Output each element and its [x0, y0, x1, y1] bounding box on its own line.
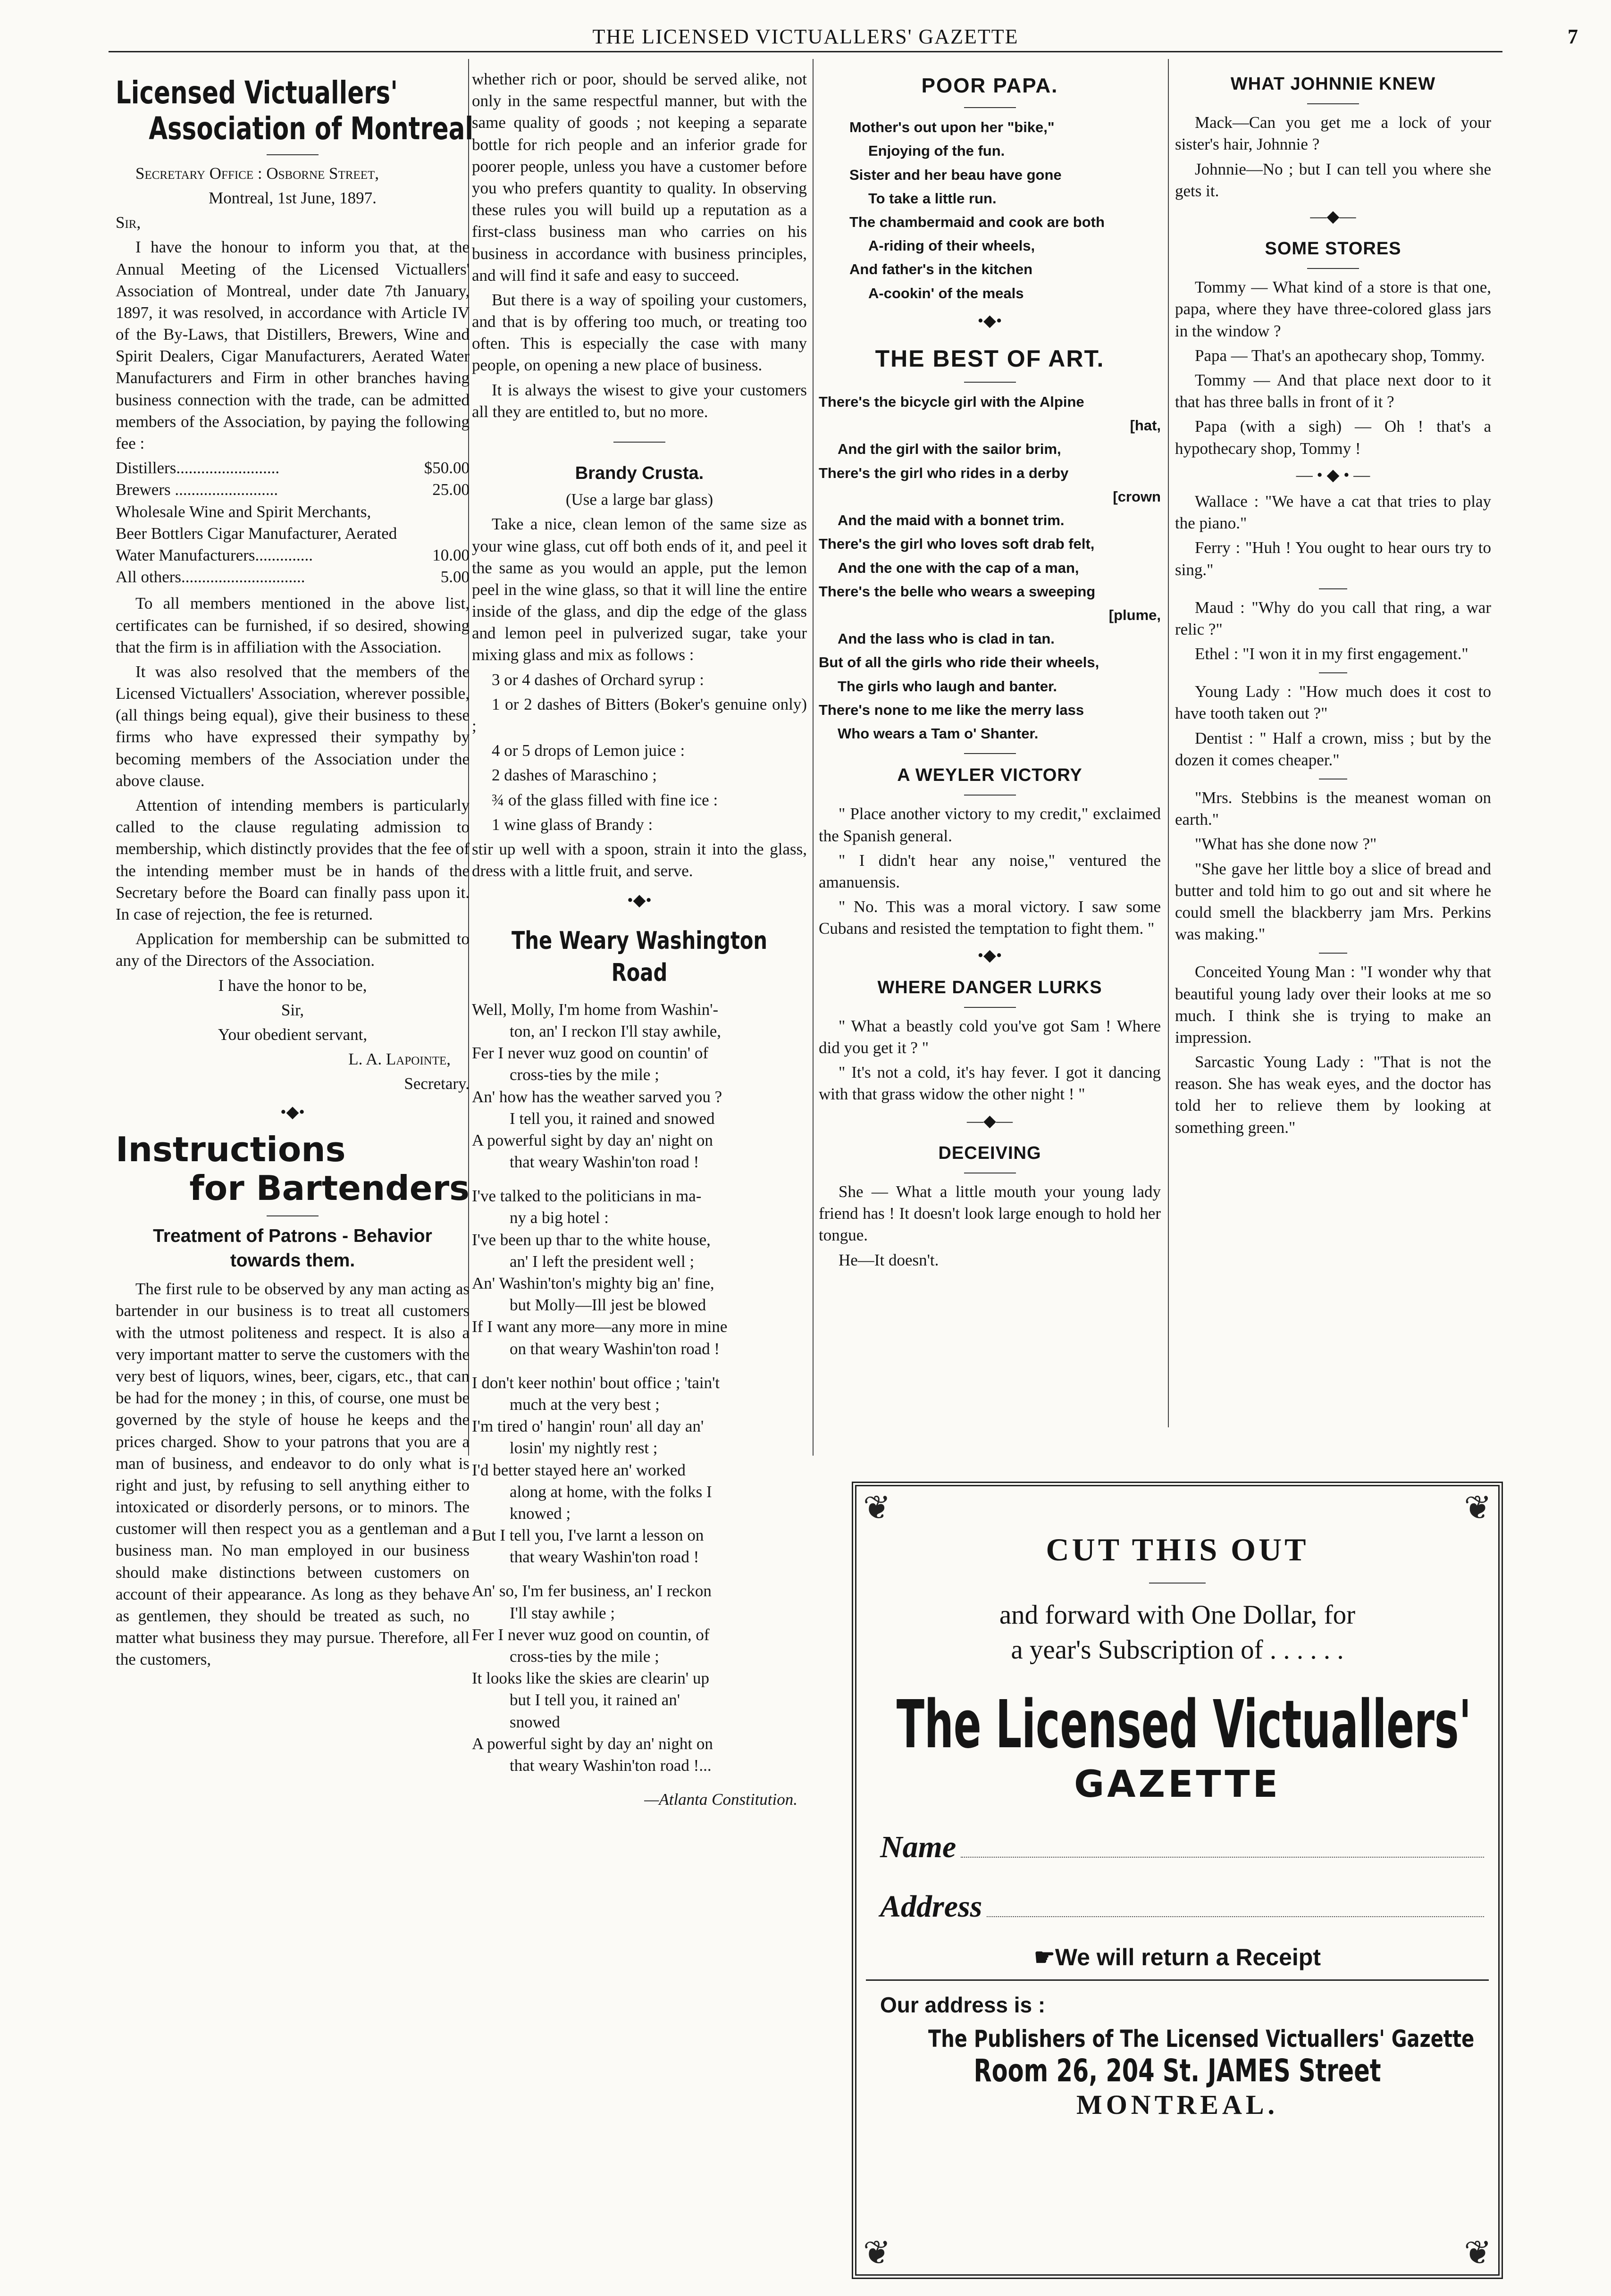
ornament-icon: •◆•	[977, 946, 1002, 964]
letter-paragraph: Application for membership can be submitted to any of the Directors of the Association.	[116, 930, 470, 970]
stores-paragraph: Tommy — What kind of a store is that one, papa, where they have three-colored glass jars in the window ?	[1175, 278, 1491, 340]
closing-line: Your obedient servant,	[218, 1025, 368, 1044]
poem-line: I've talked to the politicians in ma-	[472, 1187, 702, 1206]
poem-line: A powerful sight by day an' night on	[472, 1131, 713, 1149]
separator	[1307, 103, 1359, 104]
poem-line: Sister and her beau have gone	[849, 166, 1062, 183]
poem-line: An' Washin'ton's mighty big an' fine,	[472, 1274, 714, 1293]
poem-line: I don't keer nothin' bout office ; 'tain't	[472, 1373, 720, 1392]
weyler-paragraph: " No. This was a moral victory. I saw some Cubans and resisted the temptation to fight them. "	[819, 897, 1161, 938]
poem-line: But I tell you, I've larnt a lesson on	[472, 1526, 704, 1545]
separator	[1319, 672, 1347, 673]
ornament-corner-icon: ❦	[863, 2235, 891, 2271]
poem-line: An' how has the weather sarved you ?	[472, 1087, 722, 1106]
ornament-icon: — • ◆ • —	[1296, 465, 1370, 484]
poem-line: Well, Molly, I'm home from Washin'-	[472, 1000, 719, 1019]
gazette-word: GAZETTE	[1074, 1763, 1281, 1806]
column-4	[1175, 68, 1491, 1141]
letter-paragraph: It was also resolved that the members of the Licensed Victuallers' Association, wherever possible, (all things being equal), give their business to these firms who have expressed their sympathy by becoming members of the Association under the above clause.	[116, 662, 470, 790]
ad-text: a year's Subscription of . . . . . .	[1011, 1635, 1344, 1665]
poem-line: that weary Washin'ton road !	[510, 1548, 699, 1567]
poem-line: on that weary Washin'ton road !	[510, 1339, 720, 1358]
signature-title: Secretary.	[404, 1074, 470, 1093]
poem-line: that weary Washin'ton road !...	[510, 1756, 712, 1775]
fee-row	[116, 501, 470, 567]
header-rule	[109, 51, 1502, 52]
instructions-paragraph: It is always the wisest to give your customers all they are entitled to, but no more.	[472, 380, 807, 421]
page-header	[0, 0, 1611, 57]
poem-line: And the girl with the sailor brim,	[838, 441, 1061, 458]
column-3	[819, 68, 1161, 1274]
poem-line: cross-ties by the mile ;	[510, 1065, 659, 1084]
weyler-paragraph: " Place another victory to my credit," exclaimed the Spanish general.	[819, 804, 1161, 845]
closing-line: Sir,	[281, 1000, 304, 1019]
separator	[267, 154, 319, 155]
column-divider	[1168, 59, 1169, 1427]
poem-line: [hat,	[1130, 417, 1161, 434]
ornament-icon: —◆—	[1310, 207, 1356, 226]
poem-line: And the one with the cap of a man,	[838, 559, 1079, 576]
danger-paragraph: " It's not a cold, it's hay fever. I got it dancing with that grass widow the other night ! "	[819, 1063, 1161, 1104]
fee-amount: 10.00	[432, 545, 470, 564]
ornament-icon: •◆•	[627, 891, 652, 910]
poem-line: Who wears a Tam o' Shanter.	[838, 725, 1039, 742]
poem-credit: —Atlanta Constitution.	[644, 1790, 797, 1809]
johnnie-title: WHAT JOHNNIE KNEW	[1230, 74, 1436, 94]
separator	[1307, 268, 1359, 269]
danger-title: WHERE DANGER LURKS	[877, 977, 1102, 997]
poem-line: I've been up thar to the white house,	[472, 1230, 711, 1249]
recipe-line: 3 or 4 dashes of Orchard syrup :	[492, 670, 705, 689]
joke-paragraph: Ferry : "Huh ! You ought to hear ours try to sing."	[1175, 538, 1491, 579]
joke-paragraph: Dentist : " Half a crown, miss ; but by the dozen it comes cheaper."	[1175, 729, 1491, 769]
fee-label: All others..............................	[116, 568, 305, 587]
poem-line: snowed	[510, 1712, 560, 1731]
deceiving-title: DECEIVING	[938, 1143, 1041, 1163]
signature: L. A. Lapointe,	[348, 1050, 451, 1069]
road-title: The Weary Washington Road	[511, 926, 768, 988]
poor-papa-title: POOR PAPA.	[921, 74, 1058, 97]
poem-line: I'd better stayed here an' worked	[472, 1460, 686, 1479]
separator	[267, 1215, 319, 1216]
separator	[964, 1007, 1016, 1008]
brandy-paragraph: stir up well with a spoon, strain it into the glass, dress with a little fruit, and serve.	[472, 839, 807, 880]
publisher-line: The Publishers of The Licensed Victuallers' Gazette	[928, 2025, 1475, 2053]
instructions-paragraph: The first rule to be observed by any man acting as bartender in our business is to treat all customers with the utmost politeness and respect. It is also a very important matter to serve the customers with the very best of liquors, wines, beer, cigars, etc., that can be had for the money ; in this, of course, one must be governed by the style of house he keeps and the prices charged. Show to your patrons that you are a man of business, and endeavor to do only what is right and just, by refusing to sell anything either to intoxicated or disorderly persons, or to minors. The customer will then respect you as a gentleman and a business man. No man employed in our business should make distinctions between customers on account of their appearance. As long as they behave as gentlemen, they should be treated as such, no matter what business they may pursue. Therefore, all the customers,	[116, 1280, 470, 1669]
brandy-paragraph: Take a nice, clean lemon of the same size as your wine glass, cut off both ends of it, and peel it the same as you would an apple, put the lemon peel in the wine glass, so that it will line the entire inside of the glass, and dip the edge of the glass and lemon peel in pulverized sugar, take your mixing glass and mix as follows :	[472, 515, 807, 664]
association-masthead	[116, 75, 474, 147]
best-of-art-title: THE BEST OF ART.	[875, 345, 1105, 372]
poem-line: an' I left the president well ;	[510, 1252, 695, 1271]
receipt-note: ☛We will return a Receipt	[866, 1944, 1489, 1981]
poem-line: [plume,	[1108, 606, 1161, 623]
joke-paragraph: "What has she done now ?"	[1195, 835, 1377, 854]
fee-amount: 25.00	[432, 480, 470, 499]
poem-line: It looks like the skies are clearin' up	[472, 1669, 709, 1688]
fee-amount: $50.00	[424, 459, 470, 478]
fee-row	[116, 457, 470, 479]
johnnie-paragraph: Johnnie—No ; but I can tell you where she gets it.	[1175, 159, 1491, 200]
weyler-title: A WEYLER VICTORY	[897, 765, 1082, 786]
ornament-icon: —◆—	[967, 1111, 1013, 1130]
address-label: Address	[880, 1889, 982, 1924]
address-line[interactable]	[987, 1889, 1484, 1917]
city-name: MONTREAL.	[1076, 2089, 1279, 2120]
joke-paragraph: Young Lady : "How much does it cost to have tooth taken out ?"	[1175, 682, 1491, 723]
poem-line: And the maid with a bonnet trim.	[838, 512, 1065, 529]
separator	[964, 795, 1016, 796]
poem-verse	[472, 1372, 807, 1568]
poem-line: Mother's out upon her "bike,"	[849, 119, 1055, 136]
joke-paragraph: Maud : "Why do you call that ring, a war relic ?"	[1175, 598, 1491, 638]
poem-line: but Molly—Ill jest be blowed	[510, 1296, 706, 1315]
our-address-label: Our address is :	[880, 1993, 1046, 2018]
poem-line: ny a big hotel :	[510, 1208, 609, 1227]
poem-line: There's none to me like the merry lass	[819, 701, 1084, 718]
separator	[1149, 1583, 1206, 1584]
poem-line: knowed ;	[510, 1504, 571, 1523]
stores-paragraph: Papa — That's an apothecary shop, Tommy.	[1195, 346, 1485, 365]
instructions-title-line: for Bartenders	[189, 1168, 470, 1208]
poem-verse	[472, 1185, 807, 1360]
poem-line: I'll stay awhile ;	[510, 1603, 615, 1622]
poem-line: A powerful sight by day an' night on	[472, 1734, 713, 1753]
poem-line: much at the very best ;	[510, 1395, 660, 1414]
poem-line: There's the bicycle girl with the Alpine	[819, 394, 1084, 411]
danger-paragraph: " What a beastly cold you've got Sam ! Where did you get it ? "	[819, 1016, 1161, 1057]
instructions-continued: whether rich or poor, should be served alike, not only in the same respectful manner, but with the same quality of goods ; not keeping a separate bottle for rich people and an inferior grade for poorer people, unless you have a customer before you who prefers quantity to quality. In observing these rules you will build up a reputation as a first-class business man who carries on his business in accordance with business principles, and will find it safe and easy to succeed.	[472, 70, 807, 285]
ornament-corner-icon: ❦	[1464, 2235, 1492, 2271]
running-title: THE LICENSED VICTUALLERS' GAZETTE	[592, 25, 1019, 48]
deceiving-paragraph: She — What a little mouth your young lady friend has ! It doesn't look large enough to hold her tongue.	[819, 1182, 1161, 1245]
fee-row	[116, 566, 470, 588]
letter-paragraph: Attention of intending members is particularly called to the clause regulating admission to membership, which distinctly provides that the fee of the intending member must be in hands of the Secretary before the Board can finally pass upon it. In case of rejection, the fee is returned.	[116, 796, 470, 923]
poem-line: And father's in the kitchen	[849, 261, 1033, 278]
recipe-line: 1 or 2 dashes of Bitters (Boker's genuine only) ;	[472, 695, 807, 736]
poem-line: ton, an' I reckon I'll stay awhile,	[510, 1022, 722, 1040]
poem-line: The girls who laugh and banter.	[838, 678, 1057, 695]
poor-papa-poem	[819, 116, 1161, 305]
johnnie-paragraph: Mack—Can you get me a lock of your sister's hair, Johnnie ?	[1175, 113, 1491, 154]
poem-line: There's the girl who rides in a derby	[819, 464, 1069, 481]
poem-verse	[472, 999, 807, 1173]
poem-line: but I tell you, it rained an'	[510, 1691, 680, 1709]
subscription-coupon	[852, 1482, 1503, 2279]
name-label: Name	[880, 1830, 957, 1865]
stores-paragraph: Papa (with a sigh) — Oh ! that's a hypothecary shop, Tommy !	[1175, 417, 1491, 458]
joke-paragraph: Sarcastic Young Lady : "That is not the reason. She has weak eyes, and the doctor has told her to relieve them by looking at something green."	[1175, 1053, 1491, 1137]
poem-line: Fer I never wuz good on countin' of	[472, 1044, 709, 1063]
poem-line: And the lass who is clad in tan.	[838, 630, 1055, 647]
poem-line: I'm tired o' hangin' roun' all day an'	[472, 1417, 704, 1436]
joke-paragraph: Conceited Young Man : "I wonder why that beautiful young lady over their looks at me so much. I think she is trying to make an impression.	[1175, 963, 1491, 1047]
salutation: Sir,	[116, 213, 141, 232]
room-address: Room 26, 204 St. JAMES Street	[973, 2053, 1381, 2089]
fee-label: Brewers .........................	[116, 480, 278, 499]
recipe-line: 4 or 5 drops of Lemon juice :	[492, 741, 685, 760]
ornament-icon: •◆•	[977, 311, 1002, 330]
poem-line: Fer I never wuz good on countin, of	[472, 1625, 710, 1644]
column-1	[116, 68, 474, 1674]
stores-paragraph: Tommy — And that place next door to it that has three balls in front of it ?	[1175, 371, 1491, 411]
ornament-corner-icon: ❦	[1464, 1490, 1492, 1526]
poem-line: The chambermaid and cook are both	[849, 213, 1105, 230]
poem-line: losin' my nightly rest ;	[510, 1439, 658, 1458]
ornament-corner-icon: ❦	[863, 1490, 891, 1526]
poem-line: [crown	[1113, 488, 1161, 505]
fee-table	[116, 457, 470, 588]
poem-line: that weary Washin'ton road !	[510, 1153, 699, 1172]
instructions-paragraph: But there is a way of spoiling your customers, and that is by offering too much, or treating too often. This is especially the case with many people, on opening a new place of business.	[472, 290, 807, 375]
recipe-line: ¾ of the glass filled with fine ice :	[492, 790, 718, 809]
letter-paragraph: To all members mentioned in the above list, certificates can be furnished, if so desired, showing that the firm is in affiliation with the Association.	[116, 594, 470, 656]
poem-line: cross-ties by the mile ;	[510, 1647, 659, 1666]
poem-line: But of all the girls who ride their wheels,	[819, 654, 1099, 671]
recipe-line: 1 wine glass of Brandy :	[492, 815, 653, 834]
poem-line: There's the belle who wears a sweeping	[819, 583, 1096, 600]
fee-label: Wholesale Wine and Spirit Merchants, Beer Bottlers Cigar Manufacturer, Aerated Water Manufacturers..............	[116, 502, 397, 564]
poem-line: If I want any more—any more in mine	[472, 1317, 728, 1336]
office-line: Secretary Office : Osborne Street,	[135, 164, 379, 183]
cut-this-out: CUT THIS OUT	[1046, 1532, 1309, 1567]
brandy-title: Brandy Crusta.	[575, 463, 704, 483]
letter-paragraph: I have the honour to inform you that, at the Annual Meeting of the Licensed Victuallers' Association of Montreal, under date 7th January, 1897, it was resolved, in accordance with Article IV of the By-Laws, that Distillers, Brewers, Wine and Spirit Dealers, Cigar Manufacturers, Aerated Water Manufacturers and Firm in other branches having business connection with the trade, can be admitted members of the Association, by paying the following fee :	[116, 238, 470, 453]
gazette-title: The Licensed Victuallers'	[896, 1686, 1472, 1764]
weyler-paragraph: " I didn't hear any noise," ventured the amanuensis.	[819, 851, 1161, 892]
poem-line: I tell you, it rained and snowed	[510, 1109, 715, 1128]
joke-paragraph: Ethel : "I won it in my first engagement."	[1195, 645, 1468, 663]
separator	[964, 382, 1016, 383]
masthead-line: Association of Montreal	[149, 110, 474, 147]
instructions-title	[116, 1130, 470, 1208]
poem-line: An' so, I'm fer business, an' I reckon	[472, 1582, 712, 1600]
ad-text: and forward with One Dollar, for	[999, 1600, 1356, 1630]
separator	[1319, 953, 1347, 954]
recipe-line: 2 dashes of Maraschino ;	[492, 766, 657, 785]
separator	[613, 442, 665, 443]
dateline: Montreal, 1st June, 1897.	[209, 188, 377, 207]
fee-amount: 5.00	[440, 568, 470, 587]
ornament-icon: •◆•	[280, 1103, 305, 1122]
poem-verse	[472, 1580, 807, 1776]
stores-title: SOME STORES	[1265, 239, 1401, 259]
closing-line: I have the honor to be,	[218, 976, 367, 995]
page-number: 7	[1568, 25, 1578, 48]
joke-paragraph: Wallace : "We have a cat that tries to play the piano."	[1175, 492, 1491, 533]
joke-paragraph: "Mrs. Stebbins is the meanest woman on earth."	[1175, 788, 1491, 829]
name-field[interactable]	[880, 1829, 1484, 1865]
fee-label: Distillers.........................	[116, 459, 280, 478]
column-divider	[813, 59, 814, 1456]
poem-line: A-riding of their wheels,	[868, 237, 1035, 254]
name-line[interactable]	[961, 1829, 1484, 1858]
fee-row	[116, 479, 470, 501]
separator	[1319, 588, 1347, 589]
masthead-line: Licensed Victuallers'	[116, 75, 398, 111]
poem-line: To take a little run.	[868, 190, 997, 207]
brandy-subtitle: (Use a large bar glass)	[565, 490, 713, 509]
best-of-art-poem	[819, 390, 1161, 746]
separator	[964, 107, 1016, 108]
poem-line: There's the girl who loves soft drab felt,	[819, 536, 1095, 553]
instructions-title-line: Instructions	[116, 1129, 346, 1169]
poem-line: along at home, with the folks I	[510, 1482, 712, 1501]
column-2	[472, 68, 807, 1810]
separator	[964, 753, 1016, 754]
deceiving-paragraph: He—It doesn't.	[839, 1250, 939, 1269]
instructions-subtitle: Treatment of Patrons - Behavior towards them.	[153, 1226, 432, 1271]
joke-paragraph: "She gave her little boy a slice of bread and butter and told him to go out and sit where he could smell the blackberry jam Mrs. Perkins was making."	[1175, 859, 1491, 944]
address-field[interactable]	[880, 1889, 1484, 1925]
poem-line: Enjoying of the fun.	[868, 142, 1005, 159]
poem-line: A-cookin' of the meals	[868, 285, 1024, 302]
